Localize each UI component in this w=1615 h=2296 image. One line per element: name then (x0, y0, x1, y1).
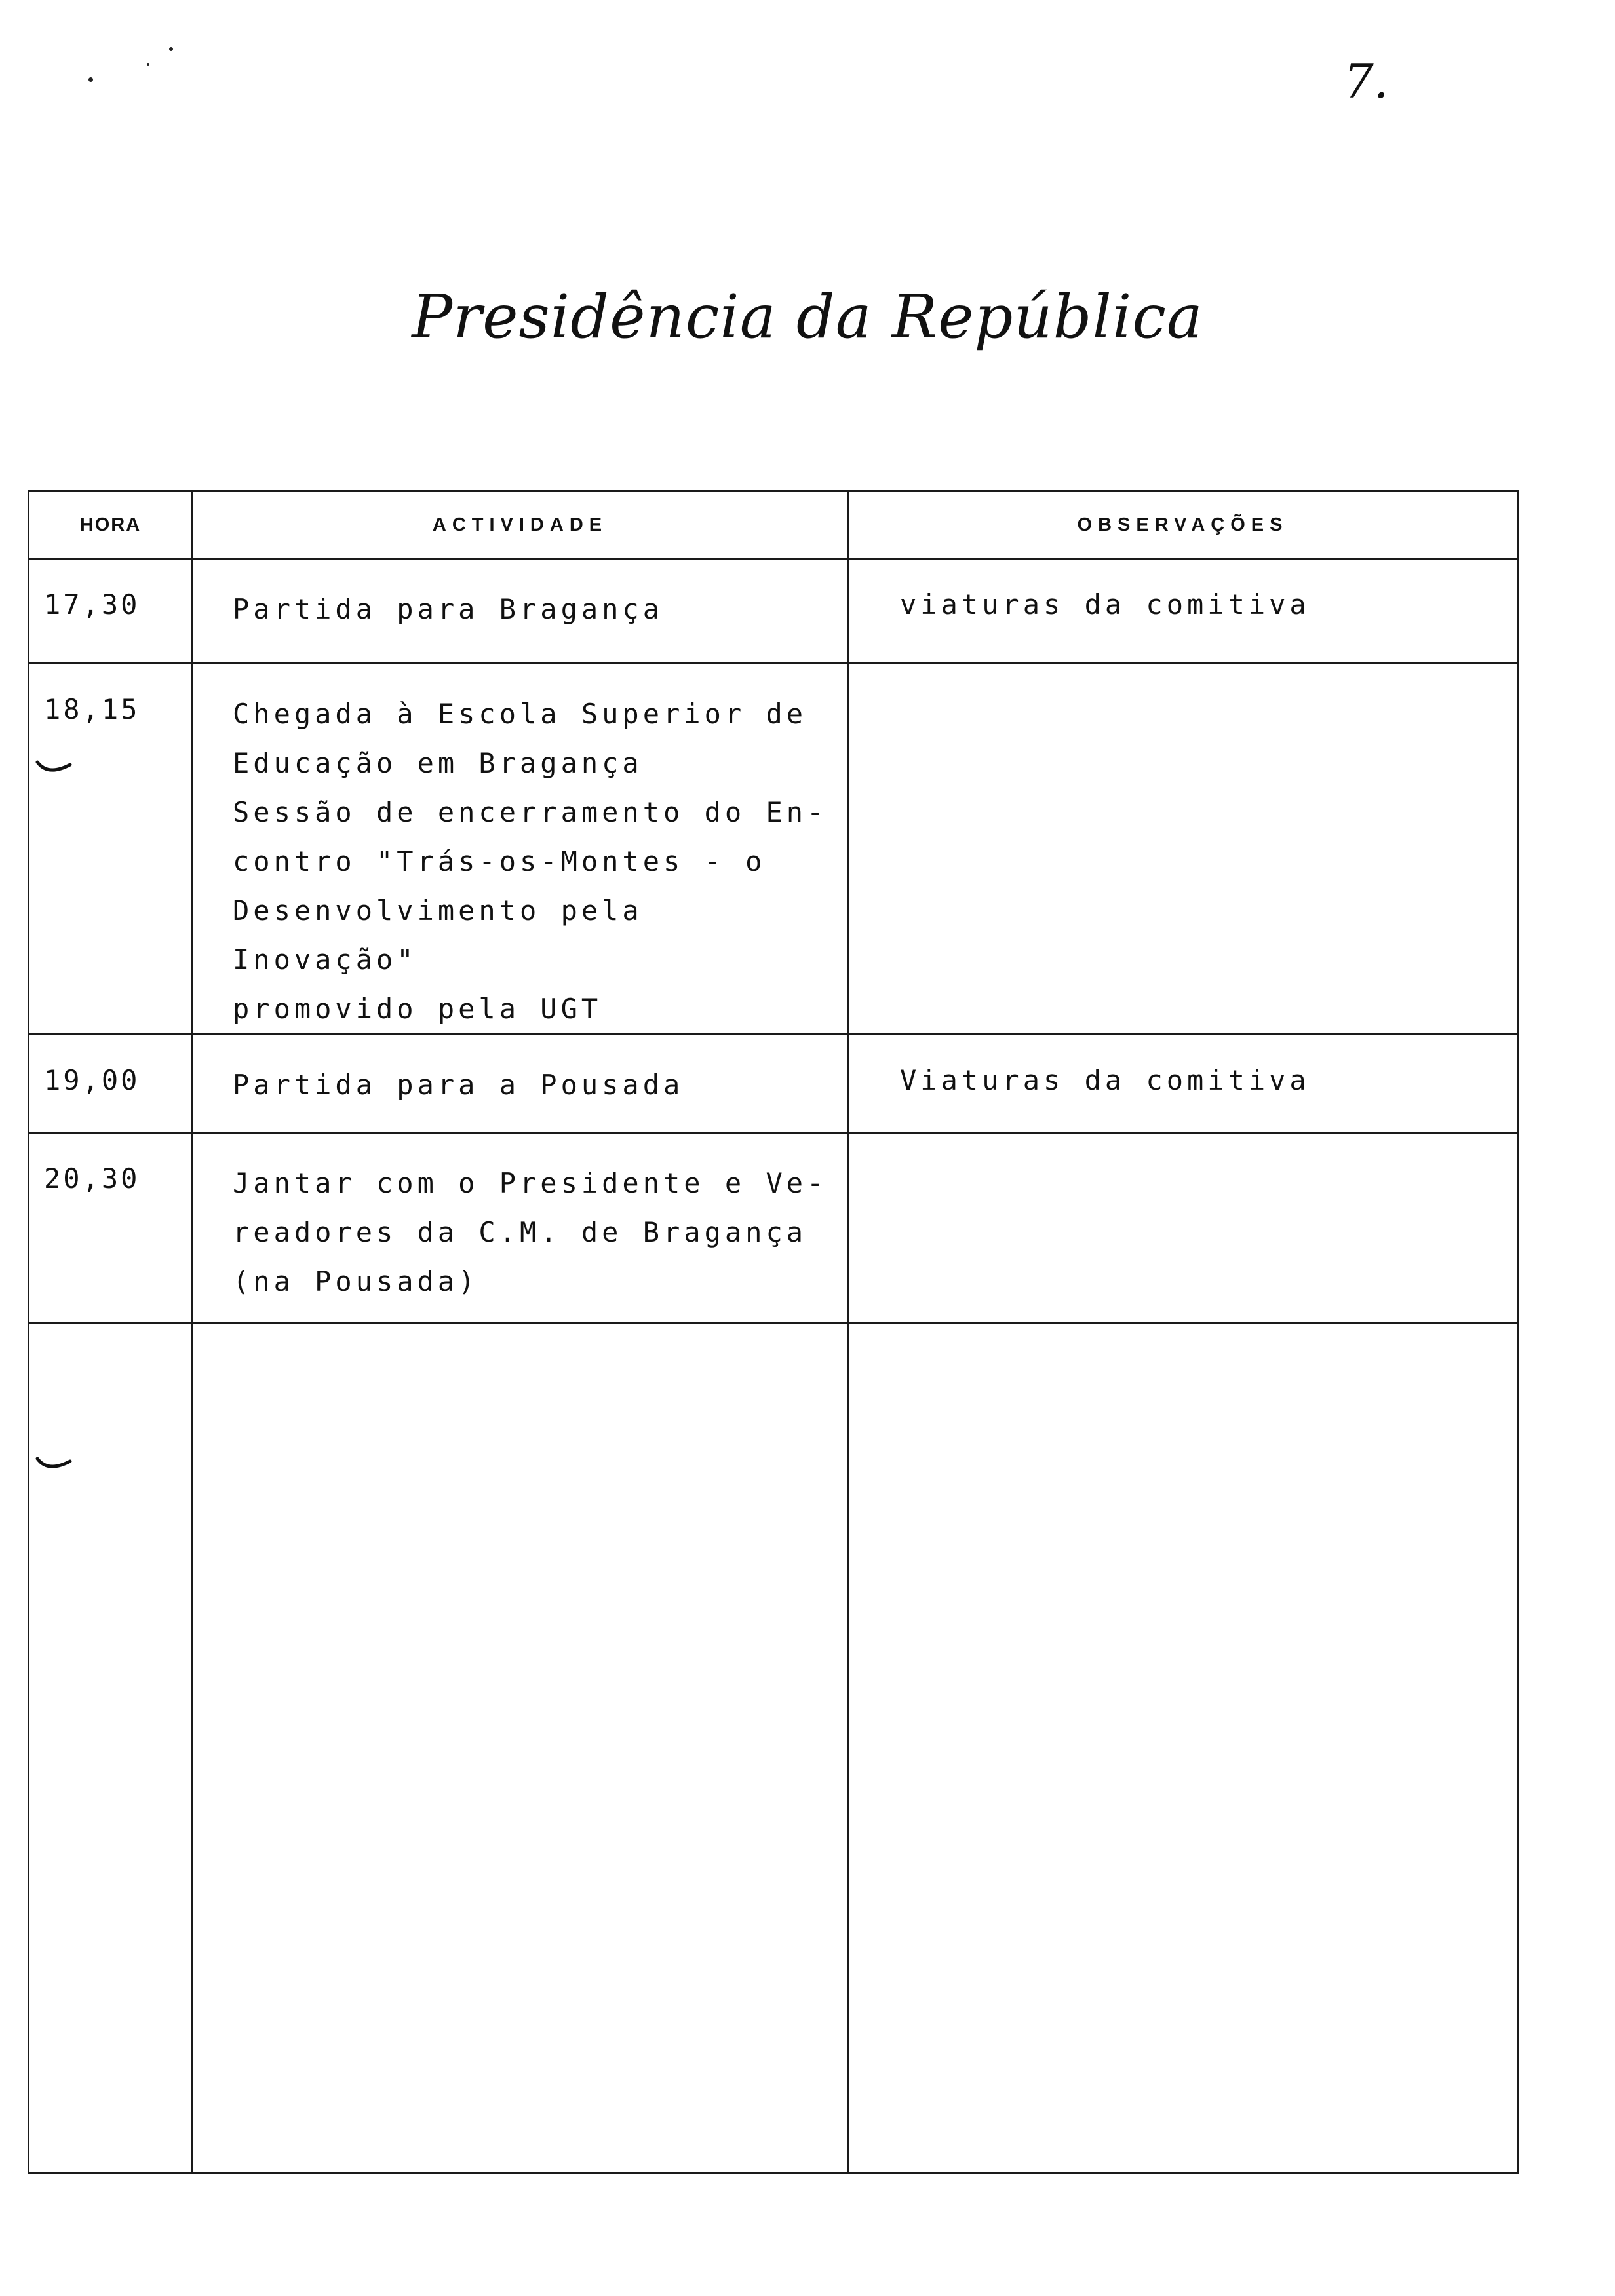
observacoes-value (849, 1134, 1517, 1162)
actividade-value: Jantar com o Presidente e Ve- readores da C.M. de Bragança (na Pousada) (233, 1167, 828, 1297)
check-tick-icon (35, 758, 74, 778)
hora-cell (29, 1323, 193, 2173)
speck-mark (88, 77, 93, 82)
observacoes-cell (848, 1133, 1518, 1323)
hora-cell (29, 664, 193, 1035)
speck-mark (169, 47, 173, 51)
observacoes-value (849, 664, 1517, 693)
actividade-cell (193, 559, 848, 664)
hora-value: 17,30 (44, 588, 140, 621)
observacoes-cell (848, 1035, 1518, 1133)
hora-value: 20,30 (44, 1162, 140, 1195)
column-header-hora: HORA (29, 491, 193, 559)
actividade-value: Chegada à Escola Superior de Educação em Bragança Sessão de encerramento do En- contro "Trás-os-Montes - o Desenvolvimento pela Inovação" promovido pela UGT (233, 698, 828, 1025)
observacoes-cell (848, 664, 1518, 1035)
hora-cell (29, 559, 193, 664)
observacoes-cell (848, 559, 1518, 664)
empty-table-row (29, 1323, 1518, 2173)
actividade-value: Partida para Bragança (233, 593, 664, 625)
speck-mark (147, 63, 149, 66)
table-row (29, 664, 1518, 1035)
table-header-row (29, 491, 1518, 559)
column-header-actividade: ACTIVIDADE (193, 491, 848, 559)
observacoes-cell (848, 1323, 1518, 2173)
hora-cell (29, 1035, 193, 1133)
actividade-value: Partida para a Pousada (233, 1069, 684, 1101)
table-row (29, 559, 1518, 664)
observacoes-value: viaturas da comitiva (900, 588, 1310, 621)
check-tick-icon (35, 1455, 74, 1474)
actividade-cell (193, 664, 848, 1035)
hora-value: 18,15 (44, 693, 140, 725)
letterhead: Presidência da República (412, 282, 1203, 352)
actividade-cell (193, 1323, 848, 2173)
column-header-observacoes: OBSERVAÇÕES (848, 491, 1518, 559)
observacoes-value: Viaturas da comitiva (900, 1064, 1310, 1096)
hora-cell (29, 1133, 193, 1323)
table-row (29, 1035, 1518, 1133)
schedule-table (28, 490, 1519, 2174)
actividade-cell (193, 1035, 848, 1133)
table-row (29, 1133, 1518, 1323)
hora-value: 19,00 (44, 1064, 140, 1096)
page-number: 7. (1344, 54, 1389, 109)
actividade-cell (193, 1133, 848, 1323)
